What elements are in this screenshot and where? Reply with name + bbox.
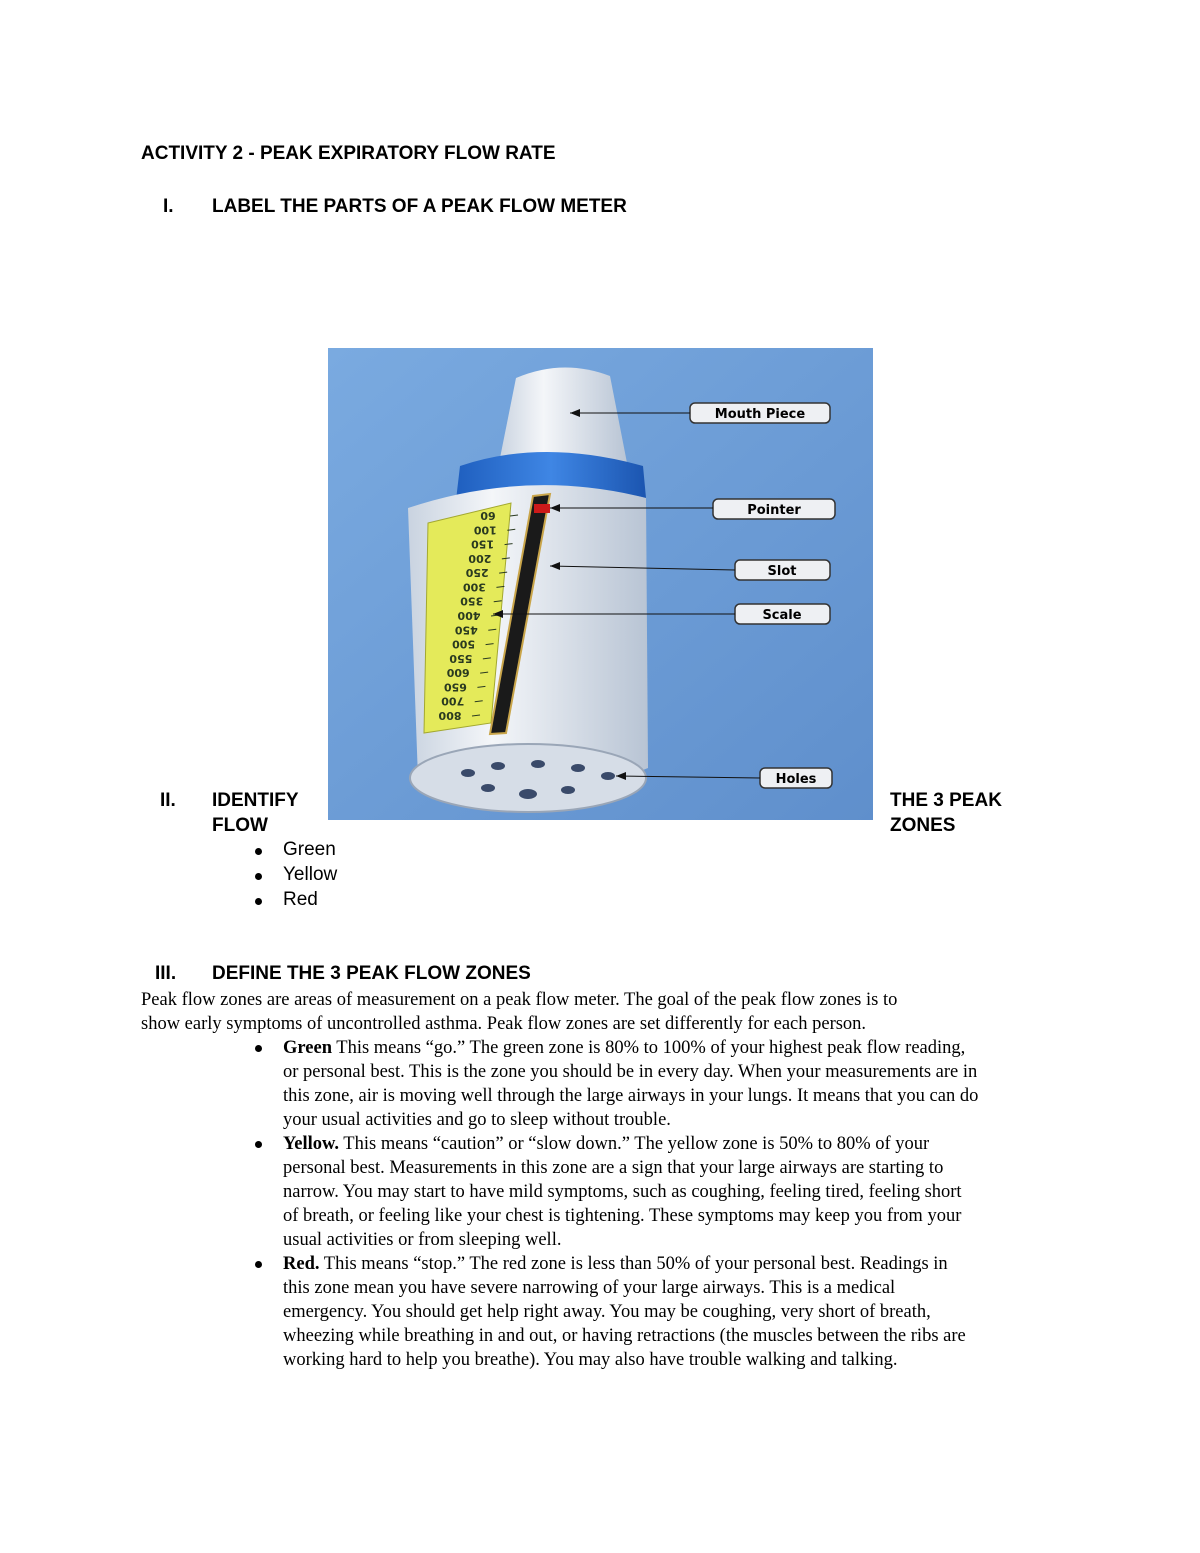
zone-list-item-yellow: Yellow xyxy=(283,864,338,885)
scale-tick-label: 350 xyxy=(460,594,484,608)
scale-tick-label: 600 xyxy=(446,666,470,680)
zone-green-text: This means “go.” The green zone is 80% to 100% of your highest peak flow reading, xyxy=(331,1038,966,1058)
section-3-heading: DEFINE THE 3 PEAK FLOW ZONES xyxy=(212,963,531,984)
scale-tick-label: 650 xyxy=(443,680,467,694)
section-1-number: I. xyxy=(163,196,174,217)
zone-list-item-red: Red xyxy=(283,889,318,910)
bullet-icon xyxy=(255,1045,262,1052)
pointer-shape xyxy=(534,504,550,513)
scale-tick-label: 250 xyxy=(465,566,489,580)
figure-label-text: Scale xyxy=(762,608,802,623)
zone-yellow-line-4: of breath, or feeling like your chest is tightening. These symptoms may keep you from your xyxy=(283,1206,962,1226)
zone-list-item-green: Green xyxy=(283,839,336,860)
zone-yellow-text: This means “caution” or “slow down.” The yellow zone is 50% to 80% of your xyxy=(339,1134,930,1154)
scale-tick-label: 200 xyxy=(468,551,492,565)
scale-tick-label: 450 xyxy=(454,623,478,637)
figure-label-text: Mouth Piece xyxy=(714,407,806,422)
section-3-number: III. xyxy=(155,963,177,984)
scale-tick-label: 150 xyxy=(471,537,495,551)
scale-tick-label: 500 xyxy=(452,637,476,651)
bullet-icon xyxy=(255,1141,262,1148)
section-2-heading-right-1: THE 3 PEAK xyxy=(890,790,1002,811)
zone-green-name: Green xyxy=(283,1038,332,1058)
zone-red-name: Red. xyxy=(283,1254,320,1274)
zone-red-text: This means “stop.” The red zone is less than 50% of your personal best. Readings in xyxy=(319,1254,948,1274)
section-2-number: II. xyxy=(160,790,176,811)
zone-yellow-name: Yellow. xyxy=(283,1134,340,1154)
intro-line-2: show early symptoms of uncontrolled asthma. Peak flow zones are set differently for each person. xyxy=(141,1014,867,1034)
scale-tick-label: 100 xyxy=(473,523,497,537)
zone-yellow-line-5: usual activities or from sleeping well. xyxy=(283,1230,562,1250)
figure-label-text: Holes xyxy=(775,772,817,787)
scale-tick-label: 400 xyxy=(457,609,481,622)
zone-yellow-line-1 xyxy=(283,1132,929,1156)
scale-tick-label: 60 xyxy=(480,509,496,522)
section-2-heading-left-1: IDENTIFY xyxy=(212,790,299,811)
zone-green-line-2: or personal best. This is the zone you should be in every day. When your measurements are in xyxy=(283,1062,978,1082)
zone-yellow-line-3: narrow. You may start to have mild symptoms, such as coughing, feeling tired, feeling short xyxy=(283,1182,962,1202)
bullet-icon xyxy=(255,873,262,880)
figure-label-text: Slot xyxy=(767,564,797,579)
scale-tick-label: 300 xyxy=(462,580,486,594)
figure-label-text: Pointer xyxy=(747,503,801,518)
peak-flow-meter-figure xyxy=(328,348,873,820)
section-2-heading-right-2: ZONES xyxy=(890,815,956,836)
zone-red-line-2: this zone mean you have severe narrowing of your large airways. This is a medical xyxy=(283,1278,896,1298)
zone-red-line-4: wheezing while breathing in and out, or having retractions (the muscles between the ribs are xyxy=(283,1326,966,1346)
zone-green-line-4: your usual activities and go to sleep without trouble. xyxy=(283,1110,671,1130)
zone-green-line-3: this zone, air is moving well through the large airways in your lungs. It means that you can do xyxy=(283,1086,979,1106)
page-title: ACTIVITY 2 - PEAK EXPIRATORY FLOW RATE xyxy=(141,143,556,164)
scale-tick-label: 550 xyxy=(449,651,473,665)
zone-green-line-1 xyxy=(283,1036,965,1060)
section-2-heading-left-2: FLOW xyxy=(212,815,268,836)
scale-tick-label: 700 xyxy=(441,694,465,708)
zone-red-line-3: emergency. You should get help right away. You may be coughing, very short of breath, xyxy=(283,1302,931,1322)
bullet-icon xyxy=(255,1261,262,1268)
section-1-heading: LABEL THE PARTS OF A PEAK FLOW METER xyxy=(212,196,627,217)
zone-red-line-1 xyxy=(283,1252,948,1276)
scale-tick-label: 800 xyxy=(438,709,462,722)
zone-red-line-5: working hard to help you breathe). You may also have trouble walking and talking. xyxy=(283,1350,898,1370)
bullet-icon xyxy=(255,848,262,855)
zone-yellow-line-2: personal best. Measurements in this zone are a sign that your large airways are starting to xyxy=(283,1158,944,1178)
bullet-icon xyxy=(255,898,262,905)
intro-line-1: Peak flow zones are areas of measurement on a peak flow meter. The goal of the peak flow zones is to xyxy=(141,990,898,1010)
